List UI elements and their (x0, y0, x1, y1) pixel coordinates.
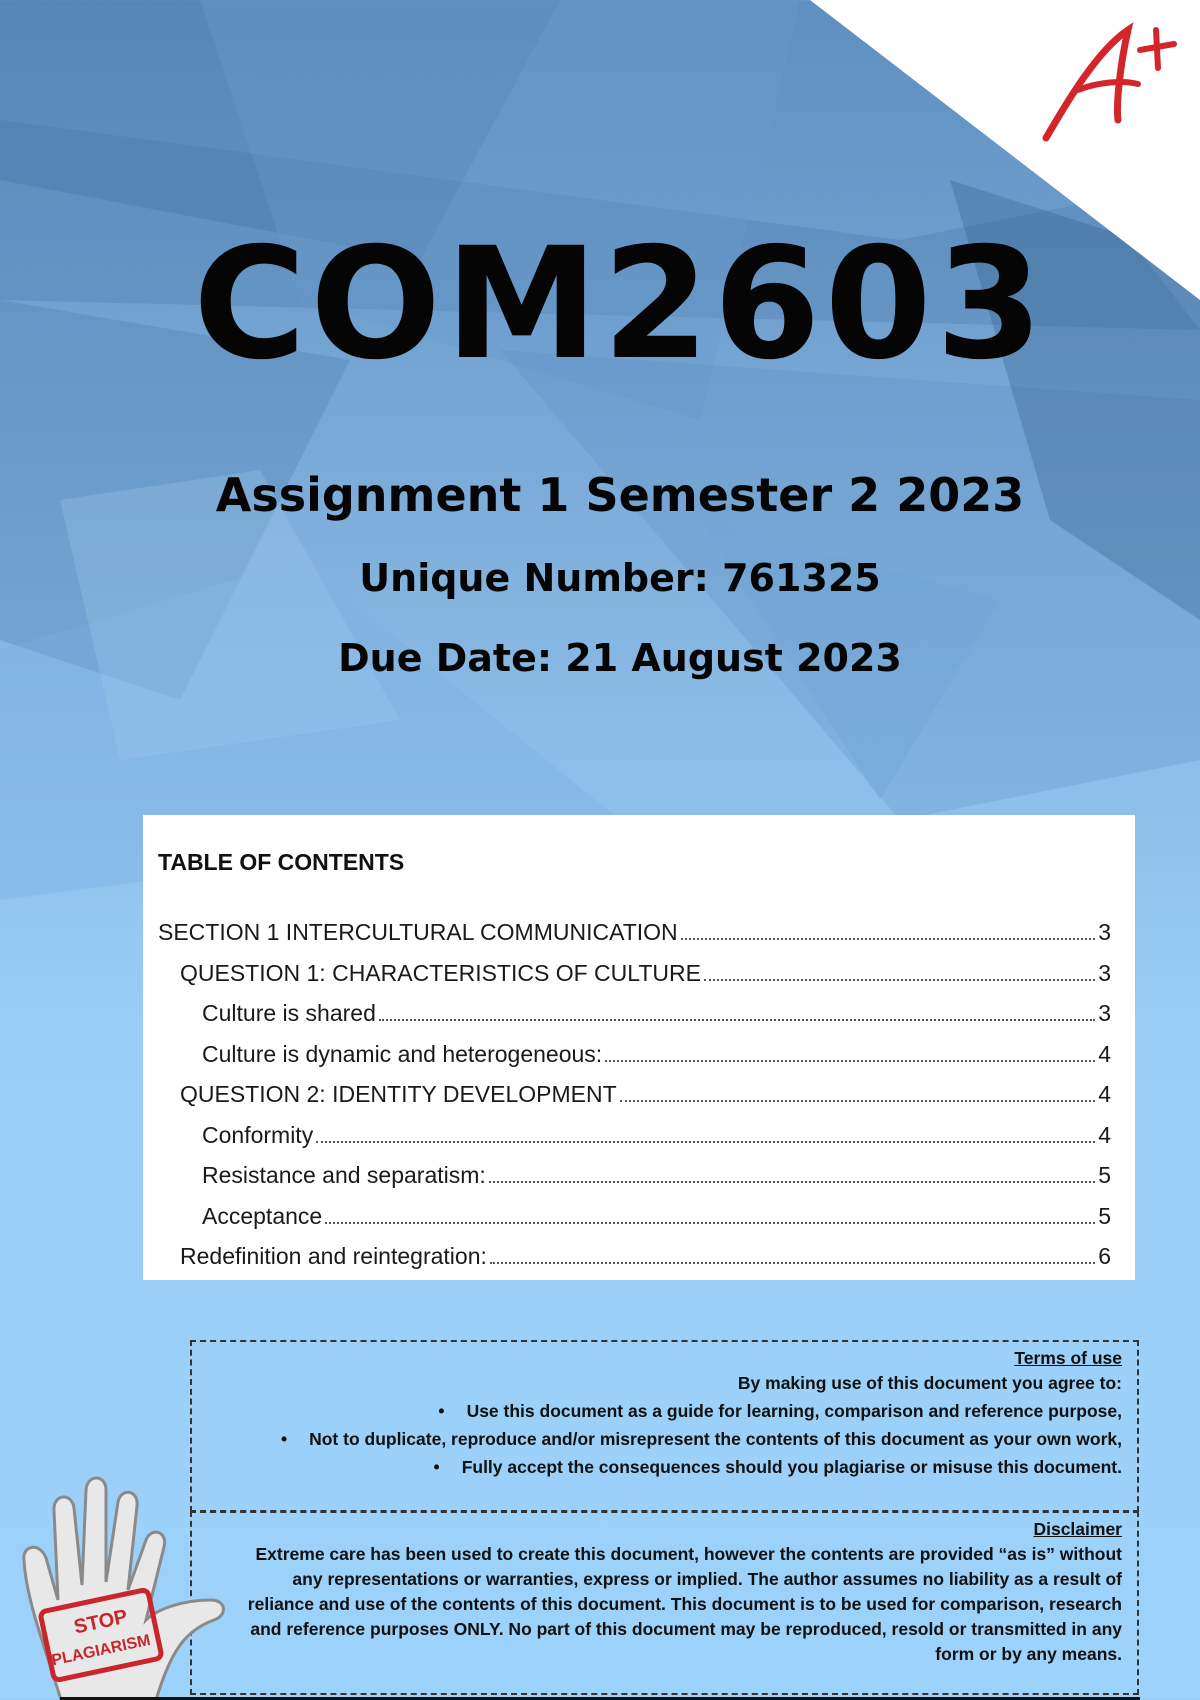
toc-entry[interactable] (158, 960, 1111, 1001)
disclaimer-body: Extreme care has been used to create this document, however the contents are provided “as is” without any representations or warranties, express or implied. The author assumes no liability as a result of reliance and use of the contents of this document. This document is to be used for comparison, research and reference purposes ONLY. No part of this document may be reproduced, resold or transmitted in any form or by any means. (247, 1544, 1122, 1664)
table-of-contents (143, 815, 1135, 1280)
toc-entry-page: 4 (1098, 1081, 1111, 1107)
toc-entry[interactable] (158, 919, 1111, 960)
toc-entry-page: 3 (1098, 1000, 1111, 1026)
terms-item-text: Fully accept the consequences should you plagiarise or misuse this document. (461, 1457, 1122, 1477)
toc-leader-dots (681, 938, 1096, 940)
toc-entry-title: Culture is shared (202, 1000, 376, 1026)
toc-entry-title: Acceptance (202, 1202, 323, 1229)
bullet-icon: • (438, 1401, 445, 1421)
toc-list (158, 919, 1111, 1284)
toc-leader-dots (605, 1060, 1095, 1062)
toc-leader-dots (490, 1262, 1095, 1264)
disclaimer-heading: Disclaimer (1033, 1519, 1122, 1539)
toc-entry-page: 4 (1098, 1121, 1111, 1148)
toc-leader-dots (316, 1141, 1095, 1143)
toc-entry[interactable] (158, 1000, 1111, 1041)
terms-item (192, 1453, 1122, 1481)
bullet-icon: • (433, 1457, 440, 1477)
assignment-title: Assignment 1 Semester 2 2023 (215, 468, 1025, 522)
toc-entry[interactable] (158, 1122, 1111, 1163)
toc-leader-dots (704, 979, 1095, 981)
toc-heading: TABLE OF CONTENTS (158, 849, 405, 875)
toc-leader-dots (379, 1019, 1095, 1021)
toc-entry-title: Redefinition and reintegration: (180, 1243, 487, 1269)
toc-entry[interactable] (158, 1162, 1111, 1203)
terms-item (192, 1397, 1122, 1425)
terms-item-text: Not to duplicate, reproduce and/or misrepresent the contents of this document as your own work, (309, 1429, 1122, 1449)
terms-of-use-box (190, 1340, 1139, 1512)
toc-entry[interactable] (158, 1243, 1111, 1284)
toc-entry[interactable] (158, 1203, 1111, 1244)
toc-leader-dots (620, 1100, 1096, 1102)
due-date: Due Date: 21 August 2023 (338, 636, 902, 680)
terms-item (192, 1425, 1122, 1453)
disclaimer-box (190, 1511, 1139, 1695)
toc-entry-page: 5 (1098, 1202, 1111, 1229)
stop-plagiarism-hand-icon (6, 1450, 236, 1700)
toc-entry-page: 3 (1098, 959, 1111, 986)
toc-entry[interactable] (158, 1041, 1111, 1082)
terms-item-text: Use this document as a guide for learning, comparison and reference purpose, (466, 1401, 1122, 1421)
course-code-title: COM2603 (193, 215, 1047, 394)
toc-leader-dots (325, 1222, 1095, 1224)
toc-entry-page: 6 (1098, 1243, 1111, 1269)
stamp-line1: STOP (72, 1605, 130, 1639)
toc-entry-title: Resistance and separatism: (202, 1162, 486, 1188)
terms-list (192, 1397, 1137, 1481)
toc-entry-title: Culture is dynamic and heterogeneous: (202, 1040, 603, 1067)
toc-entry-title: QUESTION 1: CHARACTERISTICS OF CULTURE (180, 959, 701, 986)
toc-entry-page: 4 (1098, 1040, 1111, 1067)
unique-number: Unique Number: 761325 (359, 556, 881, 600)
toc-entry-title: QUESTION 2: IDENTITY DEVELOPMENT (180, 1081, 617, 1107)
toc-entry-page: 3 (1098, 919, 1111, 945)
toc-entry-page: 5 (1098, 1162, 1111, 1188)
stamp-line2: PLAGIARISM (50, 1631, 152, 1670)
a-plus-grade-mark (1028, 10, 1178, 150)
terms-intro: By making use of this document you agree to: (737, 1373, 1122, 1393)
toc-entry-title: SECTION 1 INTERCULTURAL COMMUNICATION (158, 919, 678, 945)
bullet-icon: • (280, 1429, 288, 1449)
toc-entry[interactable] (158, 1081, 1111, 1122)
toc-leader-dots (489, 1181, 1095, 1183)
toc-entry-title: Conformity (202, 1121, 314, 1148)
terms-heading: Terms of use (1014, 1348, 1122, 1368)
